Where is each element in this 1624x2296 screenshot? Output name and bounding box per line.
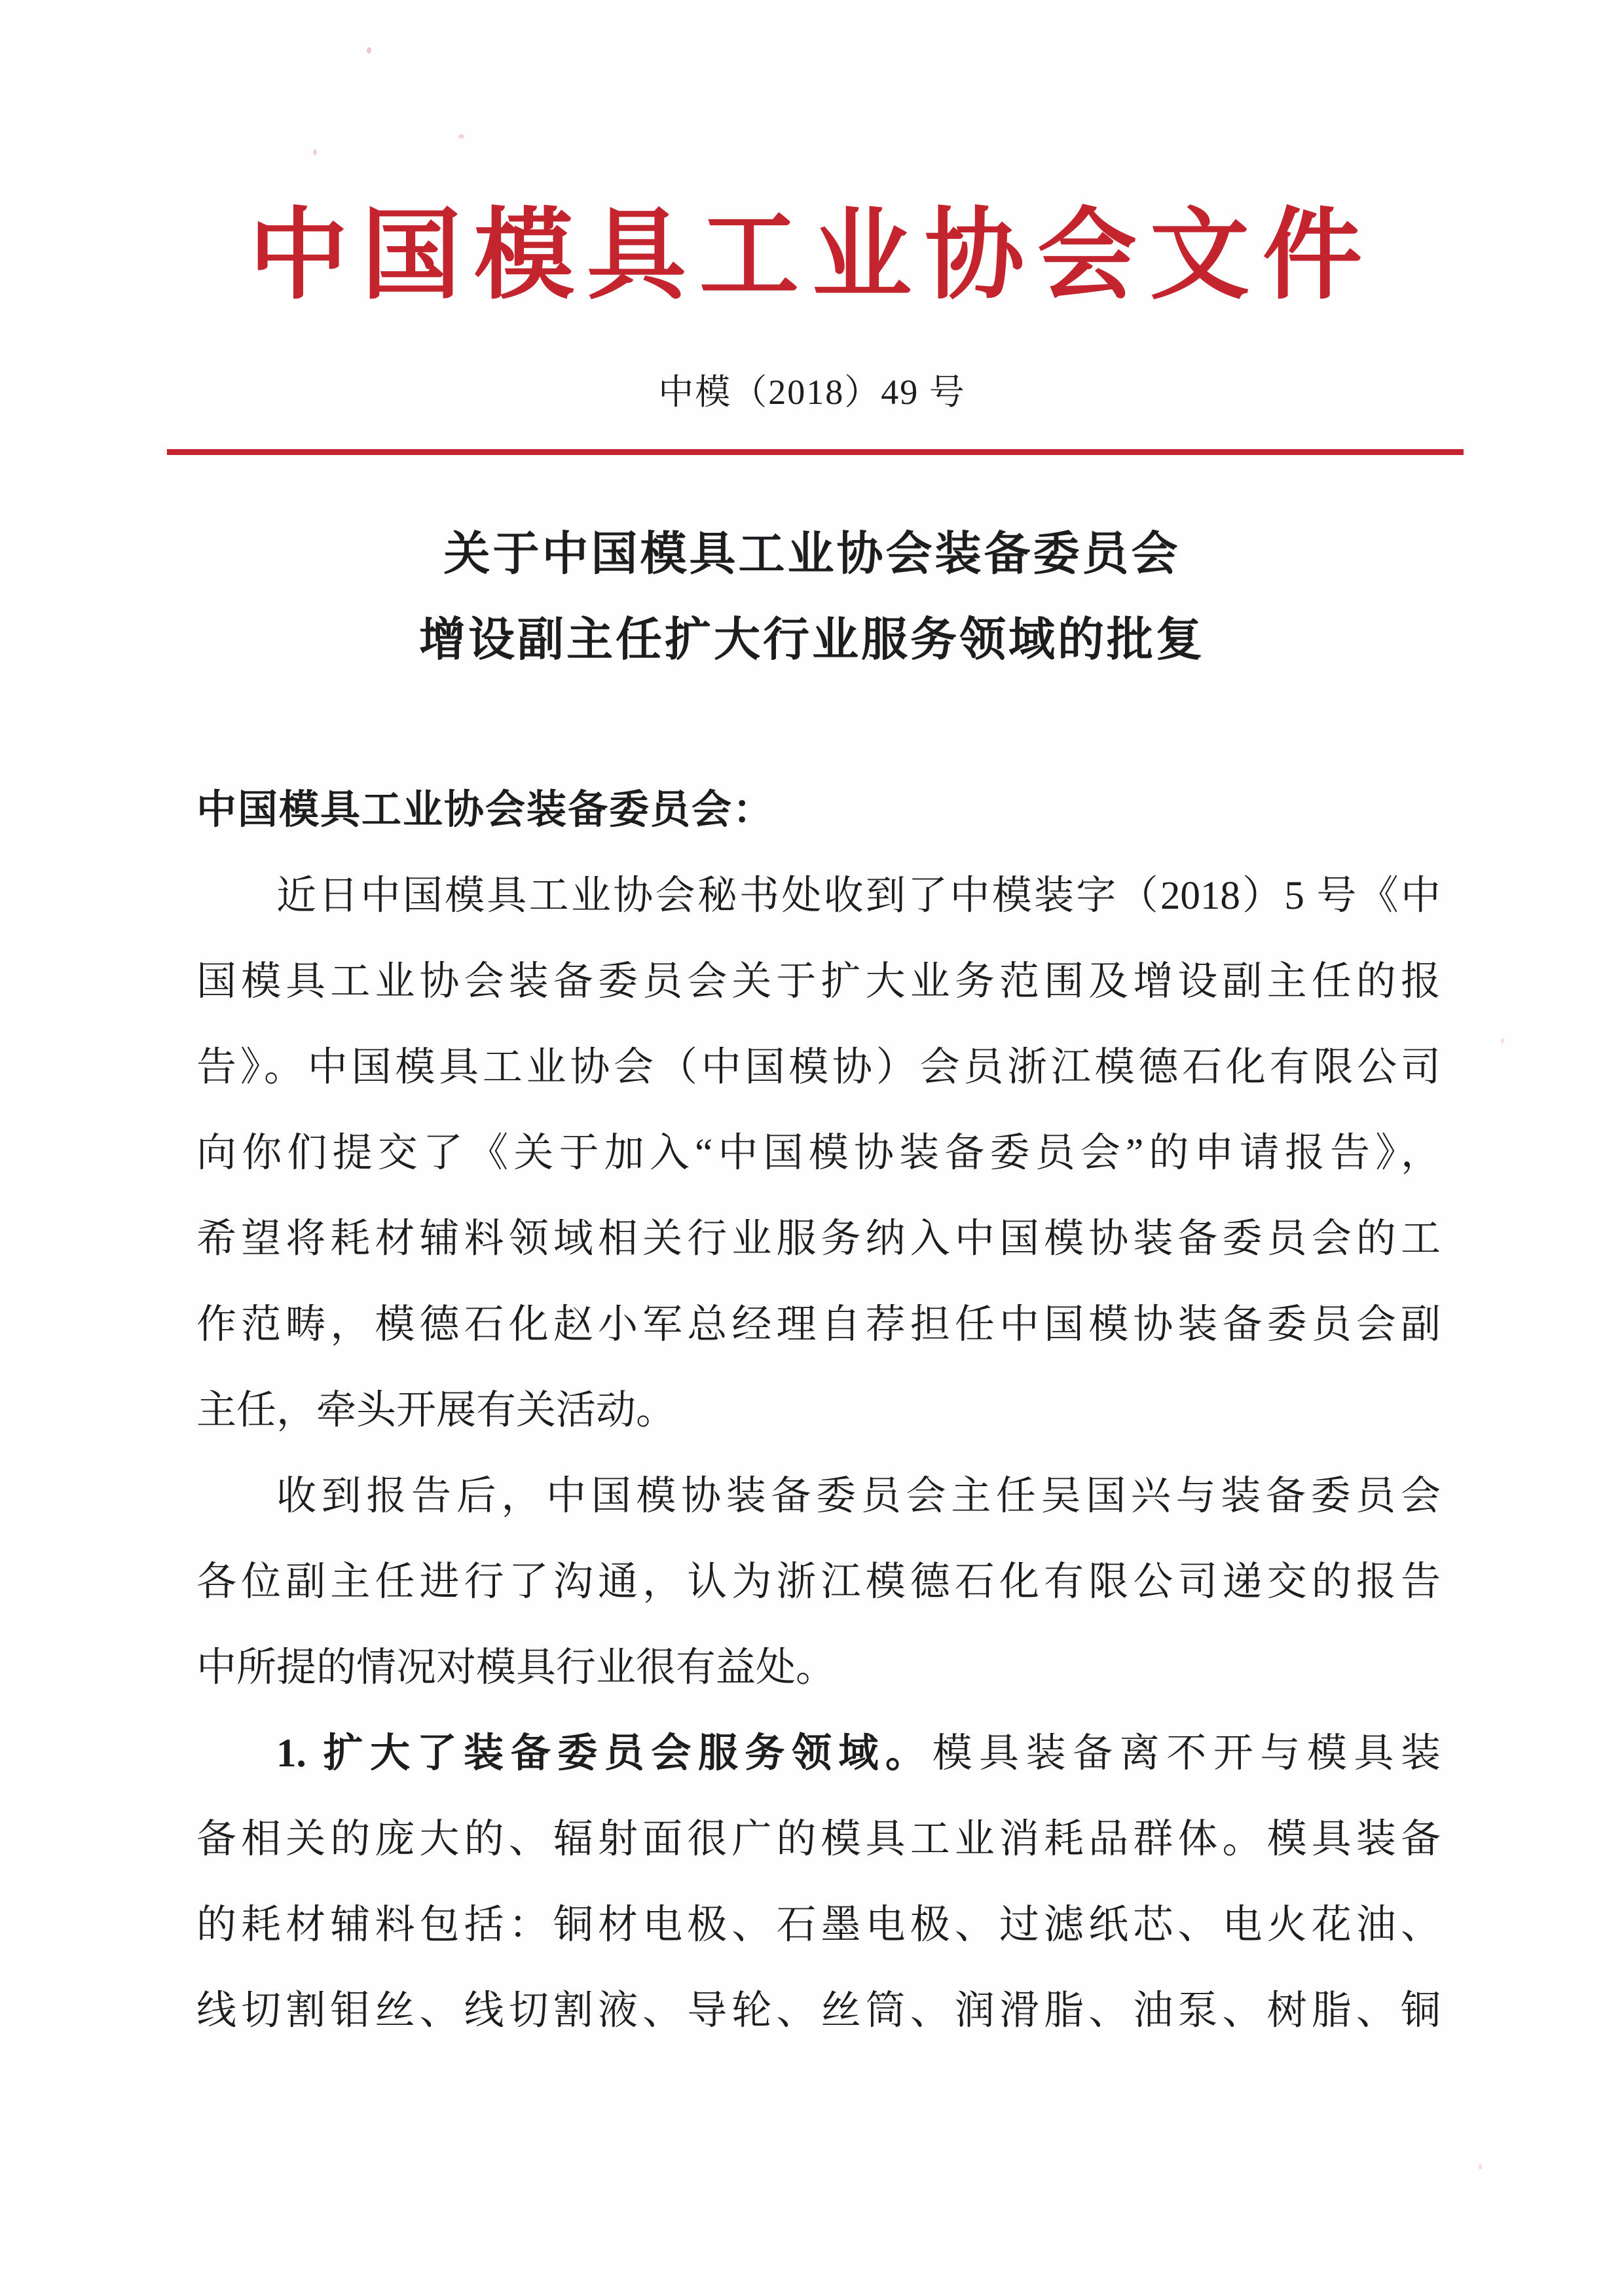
- body-line: [196, 1368, 1441, 1453]
- body-line: [196, 1453, 1441, 1539]
- body-text: 线切割钼丝、线切割液、导轮、丝筒、润滑脂、油泵、树脂、铜: [196, 1989, 1441, 2033]
- scan-speckle: [458, 134, 464, 139]
- body-text: 各位副主任进行了沟通，认为浙江模德石化有限公司递交的报告: [196, 1560, 1441, 1604]
- body-line: [196, 1625, 1441, 1711]
- body-text: 近日中国模具工业协会秘书处收到了中模装字（2018）5 号《中: [276, 874, 1441, 918]
- body-text: 主任，牵头开展有关活动。: [196, 1389, 676, 1432]
- body-line: [196, 1882, 1441, 1968]
- body-line: [196, 1711, 1441, 1796]
- subject-line-2: 增设副主任扩大行业服务领域的批复: [418, 615, 1205, 666]
- salutation: 中国模具工业协会装备委员会：: [196, 788, 775, 832]
- body-text: 作范畴，模德石化赵小军总经理自荐担任中国模协装备委员会副: [196, 1303, 1441, 1347]
- subject-line-1: 关于中国模具工业协会装备委员会: [443, 529, 1181, 580]
- paragraphs-container: [196, 853, 1441, 2054]
- body-line: [196, 1282, 1441, 1368]
- document-number: 中模（2018）49 号: [658, 373, 966, 412]
- body-line: [196, 1196, 1441, 1282]
- body-text: 希望将耗材辅料领域相关行业服务纳入中国模协装备委员会的工: [196, 1217, 1441, 1261]
- scan-speckle: [367, 47, 371, 54]
- body-line: [196, 1968, 1441, 2054]
- body-text: 中所提的情况对模具行业很有益处。: [196, 1646, 836, 1690]
- body-text: 备相关的庞大的、辐射面很广的模具工业消耗品群体。模具装备: [196, 1817, 1441, 1861]
- body-line: [196, 939, 1441, 1025]
- document-subject: [0, 512, 1624, 683]
- body-line: [196, 1539, 1441, 1625]
- body-line: [196, 1110, 1441, 1196]
- body-text: 国模具工业协会装备委员会关于扩大业务范围及增设副主任的报: [196, 960, 1441, 1004]
- body-text: 告》。中国模具工业协会（中国模协）会员浙江模德石化有限公司: [196, 1046, 1441, 1089]
- body-line: [196, 853, 1441, 939]
- document-body: [196, 767, 1441, 2054]
- scan-speckle: [1479, 2164, 1482, 2170]
- body-text: 收到报告后，中国模协装备委员会主任吴国兴与装备委员会: [276, 1474, 1441, 1518]
- body-line: [196, 1796, 1441, 1882]
- scan-speckle: [313, 149, 317, 155]
- body-text-bold: 1. 扩大了装备委员会服务领域。: [276, 1732, 932, 1776]
- scan-speckle: [1501, 1038, 1504, 1044]
- body-line: [196, 1025, 1441, 1110]
- letterhead-org-title: 中国模具工业协会文件: [249, 201, 1375, 311]
- letterhead-divider-line: [167, 449, 1464, 455]
- body-text: 向你们提交了《关于加入“中国模协装备委员会”的申请报告》，: [196, 1131, 1441, 1175]
- body-text: 模具装备离不开与模具装: [932, 1732, 1441, 1776]
- body-text: 的耗材辅料包括：铜材电极、石墨电极、过滤纸芯、电火花油、: [196, 1903, 1441, 1947]
